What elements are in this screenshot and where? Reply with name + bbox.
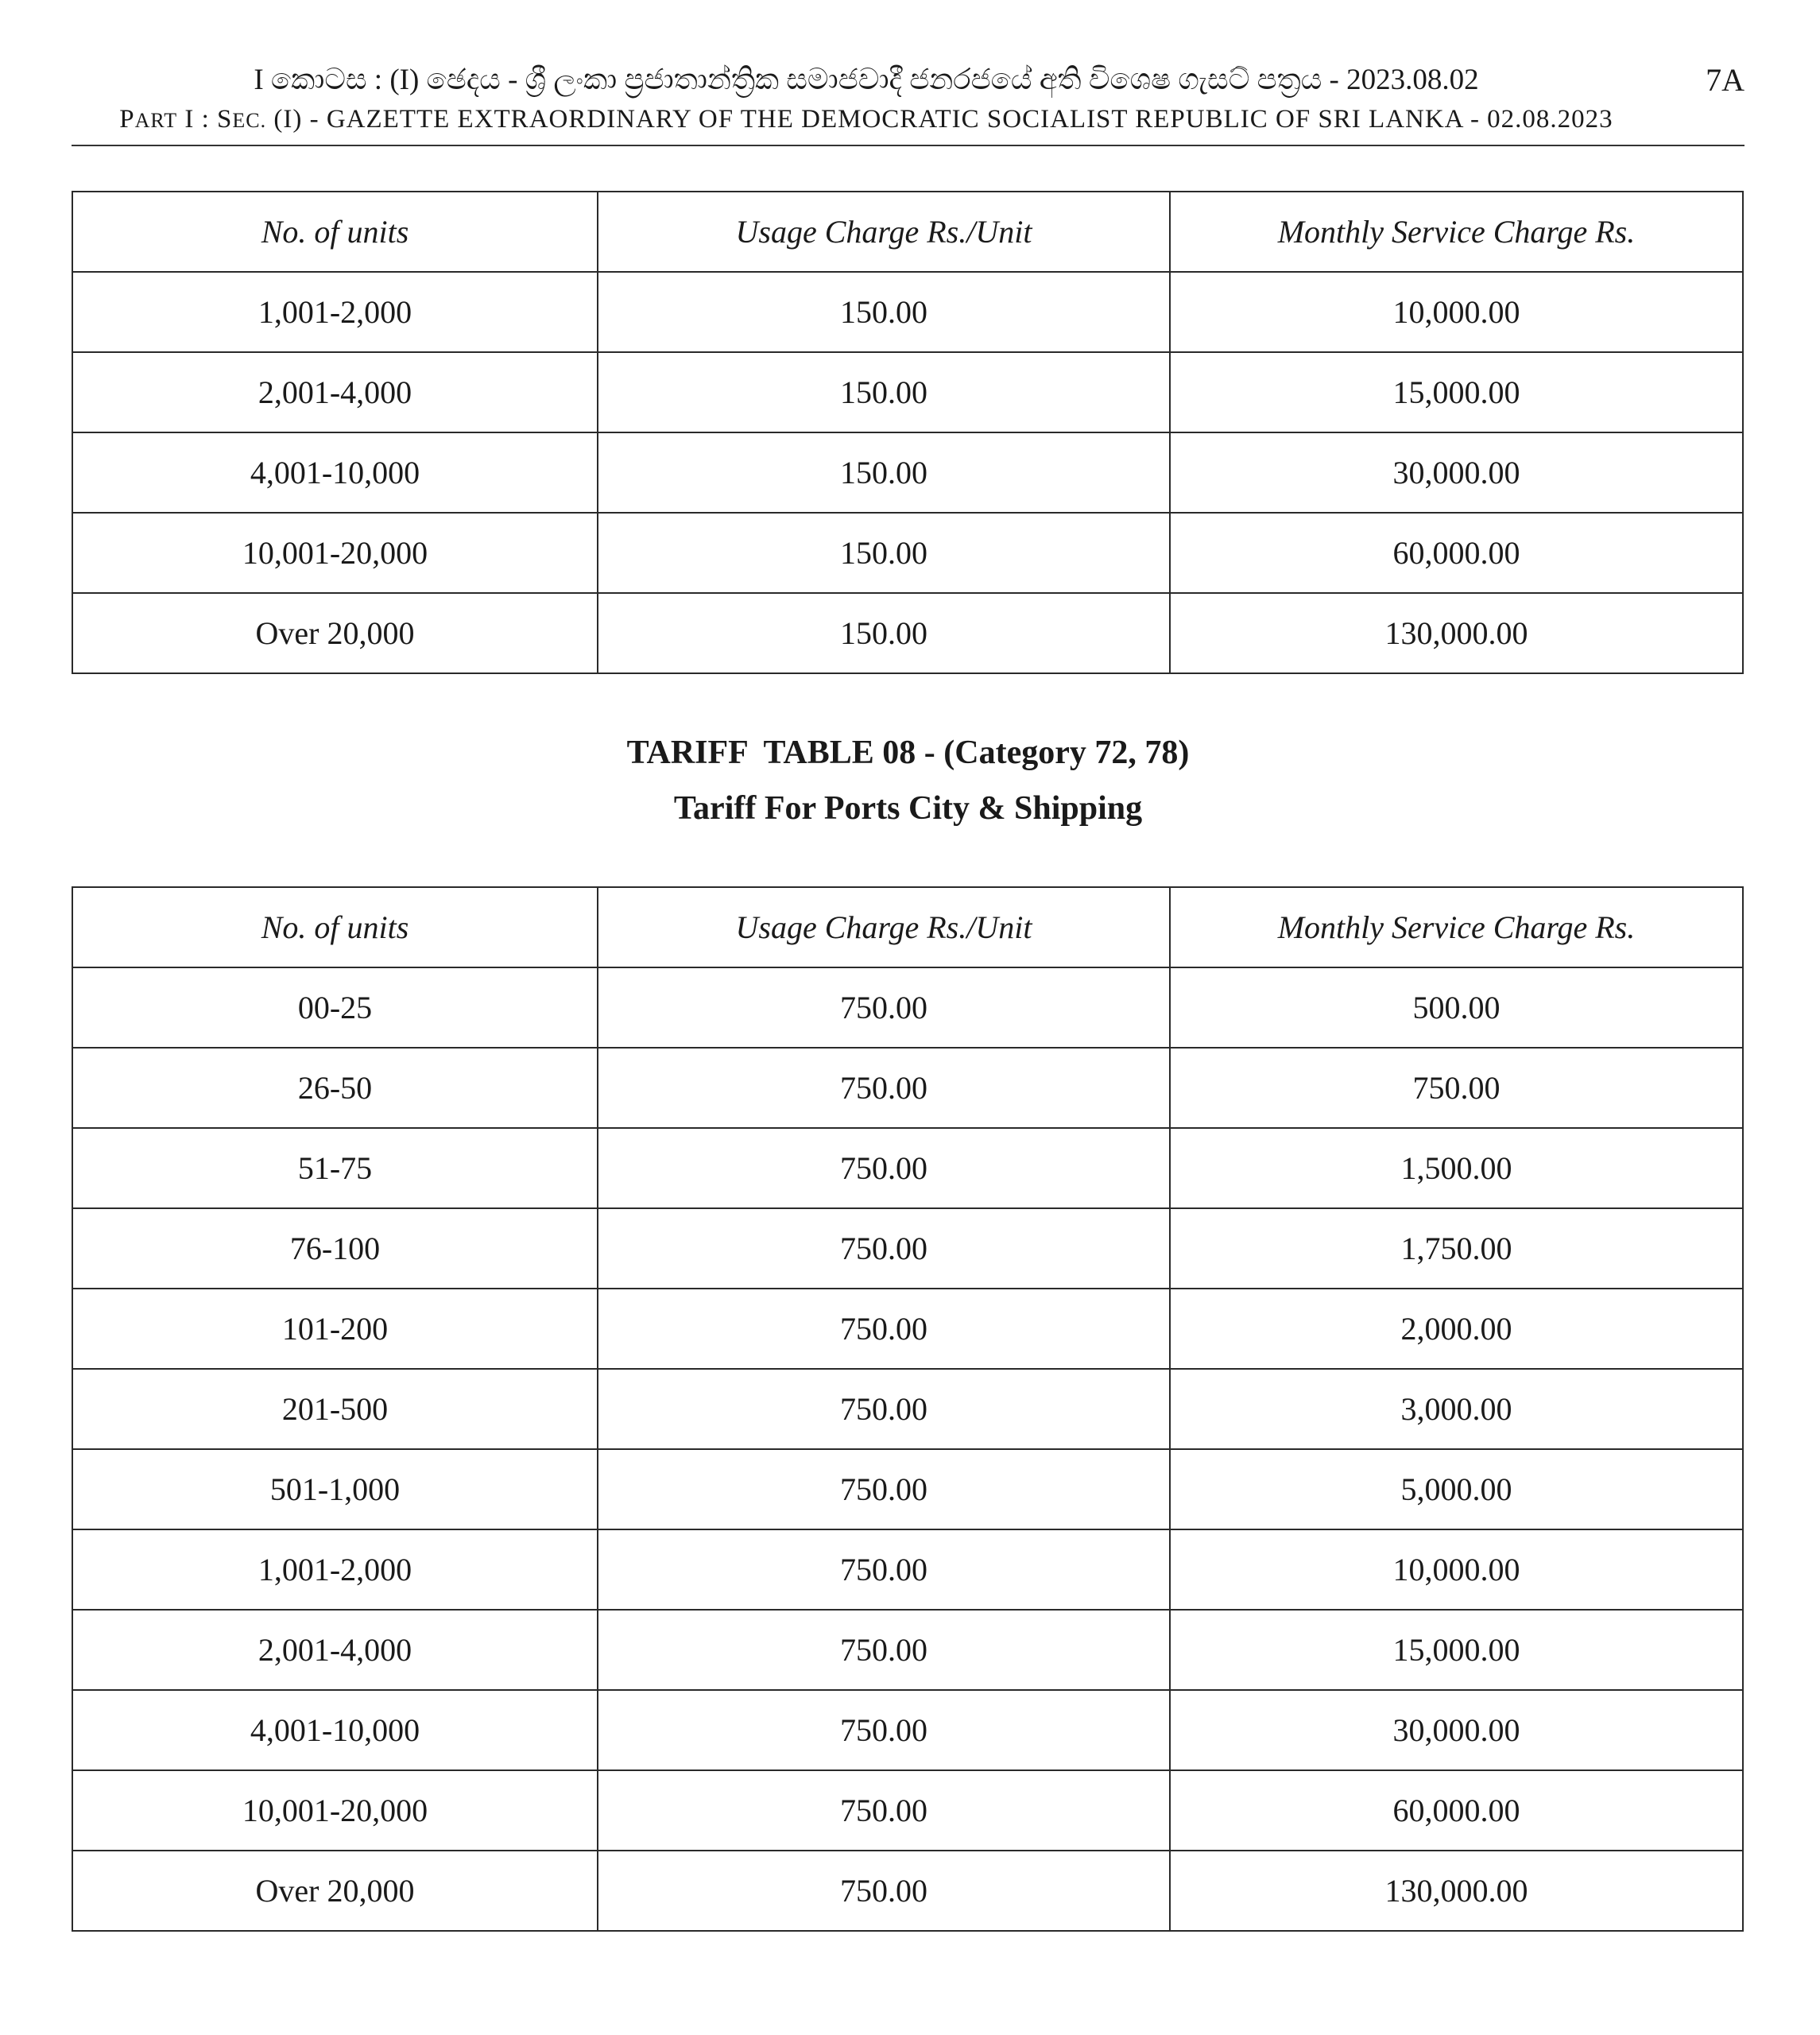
table-cell: 26-50	[72, 1048, 598, 1128]
table-cell: 150.00	[598, 593, 1170, 673]
column-header: No. of units	[72, 192, 598, 272]
table-cell: 4,001-10,000	[72, 1690, 598, 1770]
column-header: Monthly Service Charge Rs.	[1170, 887, 1743, 967]
table-cell: 5,000.00	[1170, 1449, 1743, 1529]
table-cell: 1,001-2,000	[72, 272, 598, 352]
tariff-table-continued	[72, 191, 1744, 674]
header-part-rest: ART	[134, 109, 178, 132]
page-number: 7A	[1706, 62, 1744, 98]
header-english-line	[72, 103, 1661, 137]
table-cell: 2,001-4,000	[72, 352, 598, 432]
table-cell: 10,001-20,000	[72, 513, 598, 593]
table-row	[72, 1369, 1743, 1449]
table-cell: Over 20,000	[72, 1851, 598, 1931]
table-cell: 60,000.00	[1170, 1770, 1743, 1851]
table-row	[72, 352, 1743, 432]
table-cell: 750.00	[598, 1690, 1170, 1770]
table-cell: 4,001-10,000	[72, 432, 598, 513]
column-header: Usage Charge Rs./Unit	[598, 887, 1170, 967]
table-cell: 76-100	[72, 1208, 598, 1289]
column-header: Monthly Service Charge Rs.	[1170, 192, 1743, 272]
tariff-table-08	[72, 886, 1744, 1932]
table-cell: 3,000.00	[1170, 1369, 1743, 1449]
table-row	[72, 1208, 1743, 1289]
table-cell: 750.00	[598, 1208, 1170, 1289]
tariff-table-title: TARIFF TABLE 08 - (Category 72, 78)	[626, 735, 1190, 771]
table-cell: 10,000.00	[1170, 1529, 1743, 1610]
header-sec-rest: EC.	[232, 109, 267, 132]
column-header: No. of units	[72, 887, 598, 967]
table-row	[72, 1289, 1743, 1369]
table-cell: 101-200	[72, 1289, 598, 1369]
table-header-row	[72, 192, 1743, 272]
table-cell: 15,000.00	[1170, 1610, 1743, 1690]
tariff-table-subtitle: Tariff For Ports City & Shipping	[673, 790, 1143, 827]
table-cell: 30,000.00	[1170, 432, 1743, 513]
table-cell: 750.00	[1170, 1048, 1743, 1128]
table-cell: 750.00	[598, 1289, 1170, 1369]
table-cell: 130,000.00	[1170, 1851, 1743, 1931]
table-cell: Over 20,000	[72, 593, 598, 673]
table-cell: 10,000.00	[1170, 272, 1743, 352]
table-cell: 2,001-4,000	[72, 1610, 598, 1690]
table-row	[72, 967, 1743, 1048]
table-row	[72, 593, 1743, 673]
table-cell: 2,000.00	[1170, 1289, 1743, 1369]
table-row	[72, 1529, 1743, 1610]
table-cell: 750.00	[598, 1851, 1170, 1931]
table-row	[72, 1610, 1743, 1690]
table-cell: 150.00	[598, 272, 1170, 352]
table-cell: 501-1,000	[72, 1449, 598, 1529]
table-cell: 201-500	[72, 1369, 598, 1449]
table-row	[72, 1048, 1743, 1128]
table-cell: 750.00	[598, 1369, 1170, 1449]
table-row	[72, 1851, 1743, 1931]
header-part-initial: P	[119, 105, 135, 134]
header-divider	[72, 145, 1744, 146]
table-cell: 51-75	[72, 1128, 598, 1208]
table-cell: 750.00	[598, 967, 1170, 1048]
table-cell: 750.00	[598, 1449, 1170, 1529]
header-sinhala-line: I කොටස : (I) ඡෙදය - ශ්‍රී ලංකා ප්‍රජාතාන්ත්‍රික සමාජවාදී ජනරජයේ අති විශෙෂ ගැසට් පත්‍රය - 2023.08.02	[254, 64, 1479, 96]
table-cell: 60,000.00	[1170, 513, 1743, 593]
table-row	[72, 1128, 1743, 1208]
table-cell: 750.00	[598, 1128, 1170, 1208]
table-row	[72, 513, 1743, 593]
table-cell: 10,001-20,000	[72, 1770, 598, 1851]
column-header: Usage Charge Rs./Unit	[598, 192, 1170, 272]
header-sec-initial: S	[217, 105, 233, 134]
table-cell: 00-25	[72, 967, 598, 1048]
table-cell: 750.00	[598, 1048, 1170, 1128]
table-cell: 750.00	[598, 1529, 1170, 1610]
table-cell: 30,000.00	[1170, 1690, 1743, 1770]
table-row	[72, 1449, 1743, 1529]
table-cell: 15,000.00	[1170, 352, 1743, 432]
table-header-row	[72, 887, 1743, 967]
table-row	[72, 1770, 1743, 1851]
table-row	[72, 272, 1743, 352]
table-cell: 750.00	[598, 1770, 1170, 1851]
table-row	[72, 432, 1743, 513]
table-cell: 1,001-2,000	[72, 1529, 598, 1610]
header-english-rest: (I) - GAZETTE EXTRAORDINARY OF THE DEMOCRATIC SOCIALIST REPUBLIC OF SRI LANKA - 02.08.2023	[266, 105, 1613, 134]
table-cell: 1,500.00	[1170, 1128, 1743, 1208]
table-cell: 130,000.00	[1170, 593, 1743, 673]
table-cell: 500.00	[1170, 967, 1743, 1048]
table-cell: 150.00	[598, 352, 1170, 432]
header-part-number: I :	[177, 105, 218, 134]
table-cell: 750.00	[598, 1610, 1170, 1690]
table-cell: 150.00	[598, 432, 1170, 513]
table-cell: 150.00	[598, 513, 1170, 593]
table-row	[72, 1690, 1743, 1770]
table-cell: 1,750.00	[1170, 1208, 1743, 1289]
